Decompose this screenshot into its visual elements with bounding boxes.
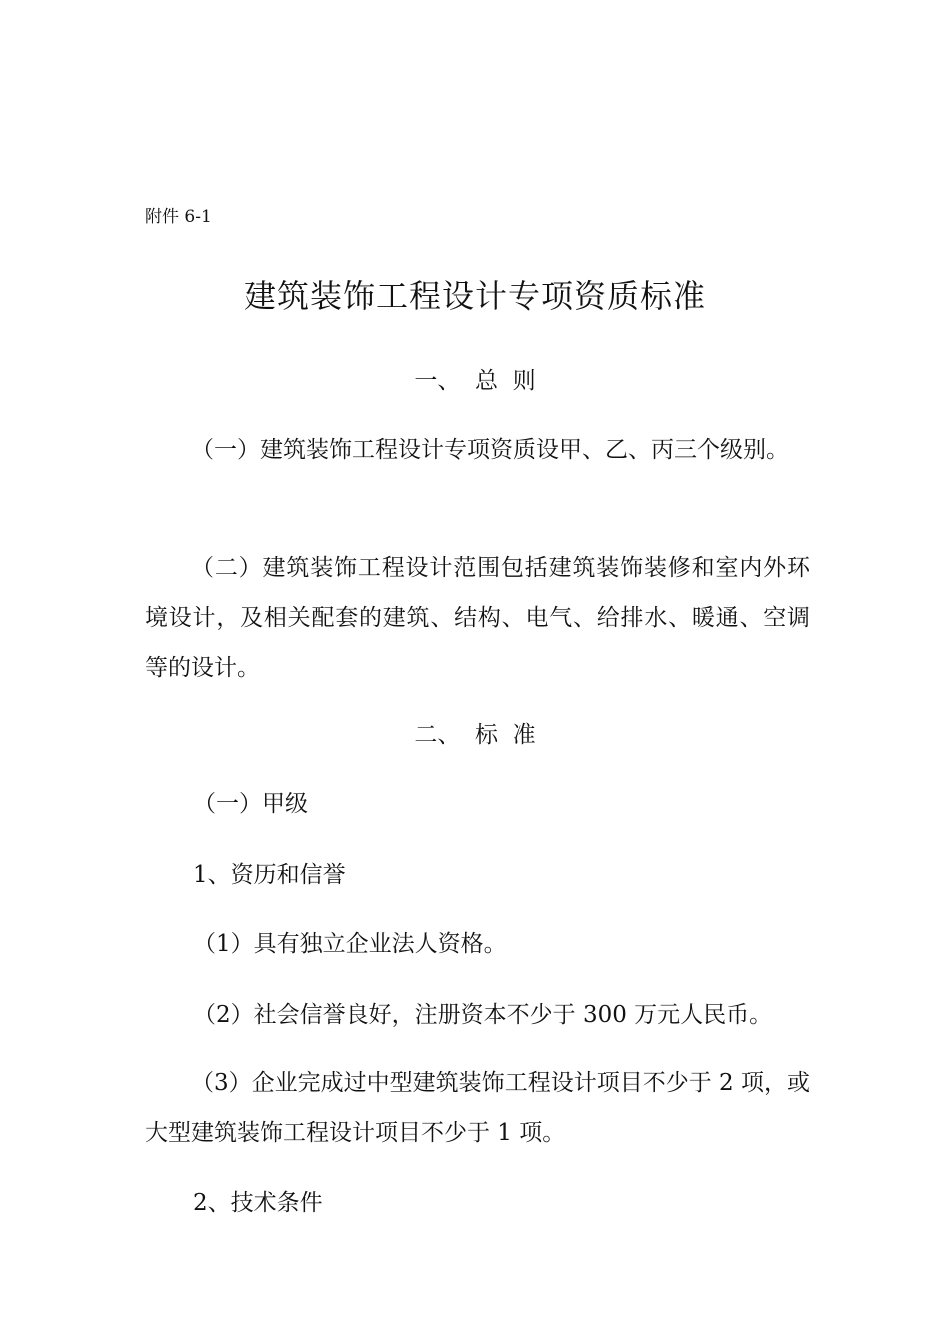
document-title: 建筑装饰工程设计专项资质标准 (243, 277, 706, 315)
item-heading-qualification: 1、资历和信誉 (193, 862, 346, 888)
paragraph-grades: （一）建筑装饰工程设计专项资质设甲、乙、丙三个级别。 (191, 437, 789, 463)
section-heading-general: 一、 总 则 (414, 368, 536, 394)
item-heading-technical: 2、技术条件 (193, 1190, 323, 1216)
item-completed-projects: （3）企业完成过中型建筑装饰工程设计项目不少于 2 项，或大型建筑装饰工程设计项目不少于 1 项。 (145, 1070, 810, 1146)
item-legal-entity: （1）具有独立企业法人资格。 (193, 931, 507, 957)
paragraph-scope: （二）建筑装饰工程设计范围包括建筑装饰装修和室内外环境设计，及相关配套的建筑、结构、电气、给排水、暖通、空调等的设计。 (145, 555, 810, 681)
attachment-label: 附件 6-1 (145, 207, 212, 227)
item-registered-capital: （2）社会信誉良好，注册资本不少于 300 万元人民币。 (193, 1002, 773, 1028)
section-heading-standard: 二、 标 准 (414, 722, 536, 748)
grade-a-heading: （一）甲级 (193, 791, 308, 817)
